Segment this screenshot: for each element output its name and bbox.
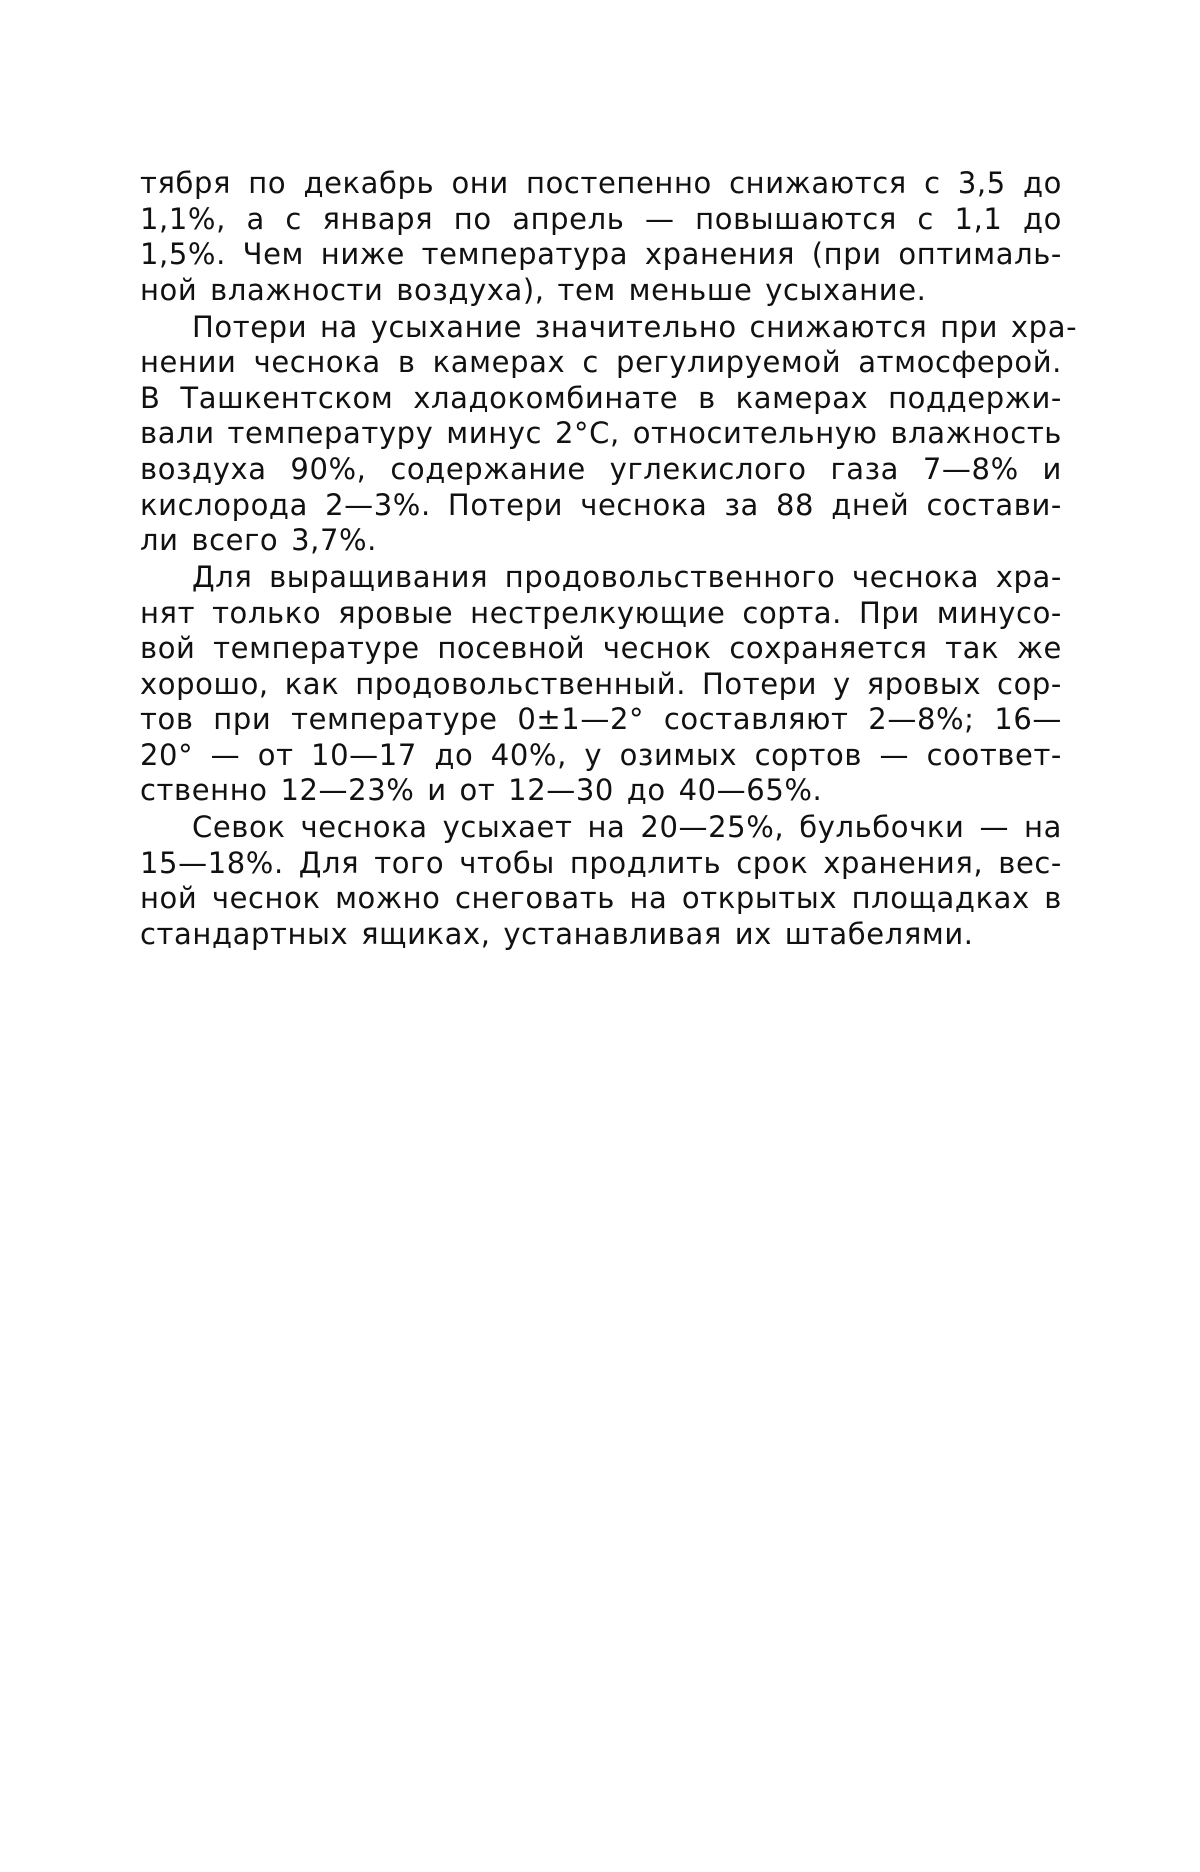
paragraph-3 — [140, 560, 1062, 809]
text-line: нении чеснока в камерах с регулируемой атмосферой. — [140, 345, 1062, 380]
text-line: тября по декабрь они постепенно снижаются с 3,5 до — [140, 166, 1062, 200]
text-line: ной влажности воздуха), тем меньше усыхание. — [140, 272, 927, 307]
text-line: Для выращивания продовольственного чеснока хра- — [192, 559, 1062, 594]
text-line: 20° — от 10—17 до 40%, у озимых сортов — соответ- — [140, 737, 1062, 772]
text-line: кислорода 2—3%. Потери чеснока за 88 дней состави- — [140, 487, 1062, 522]
text-line: Потери на усыхание значительно снижаются при хра- — [192, 309, 1078, 344]
text-line: 15—18%. Для того чтобы продлить срок хранения, вес- — [140, 845, 1062, 880]
text-line: нят только яровые нестрелкующие сорта. При минусо- — [140, 595, 1062, 630]
text-line: 1,5%. Чем ниже температура хранения (при оптималь- — [140, 237, 1062, 272]
text-line: В Ташкентском хладокомбинате в камерах поддержи- — [140, 380, 1062, 415]
paragraph-1 — [140, 166, 1062, 308]
text-line: Севок чеснока усыхает на 20—25%, бульбочки — на — [192, 810, 1062, 845]
text-line: воздуха 90%, содержание углекислого газа 7—8% и — [140, 451, 1062, 486]
text-line: стандартных ящиках, устанавливая их штабелями. — [140, 917, 974, 952]
paragraph-4 — [140, 810, 1062, 952]
text-line: 1,1%, а с января по апрель — повышаются с 1,1 до — [140, 201, 1062, 236]
text-line: ной чеснок можно снеговать на открытых площадках в — [140, 881, 1062, 916]
body-text — [140, 166, 1078, 954]
text-line: вали температуру минус 2°С, относительную влажность — [140, 416, 1062, 451]
text-line: ли всего 3,7%. — [140, 523, 377, 558]
text-line: хорошо, как продовольственный. Потери у яровых сор- — [140, 666, 1062, 701]
text-line: тов при температуре 0±1—2° составляют 2—8%; 16— — [140, 702, 1062, 737]
paragraph-2 — [140, 309, 1078, 559]
text-line: вой температуре посевной чеснок сохраняется так же — [140, 631, 1062, 666]
text-line: ственно 12—23% и от 12—30 до 40—65%. — [140, 773, 823, 808]
